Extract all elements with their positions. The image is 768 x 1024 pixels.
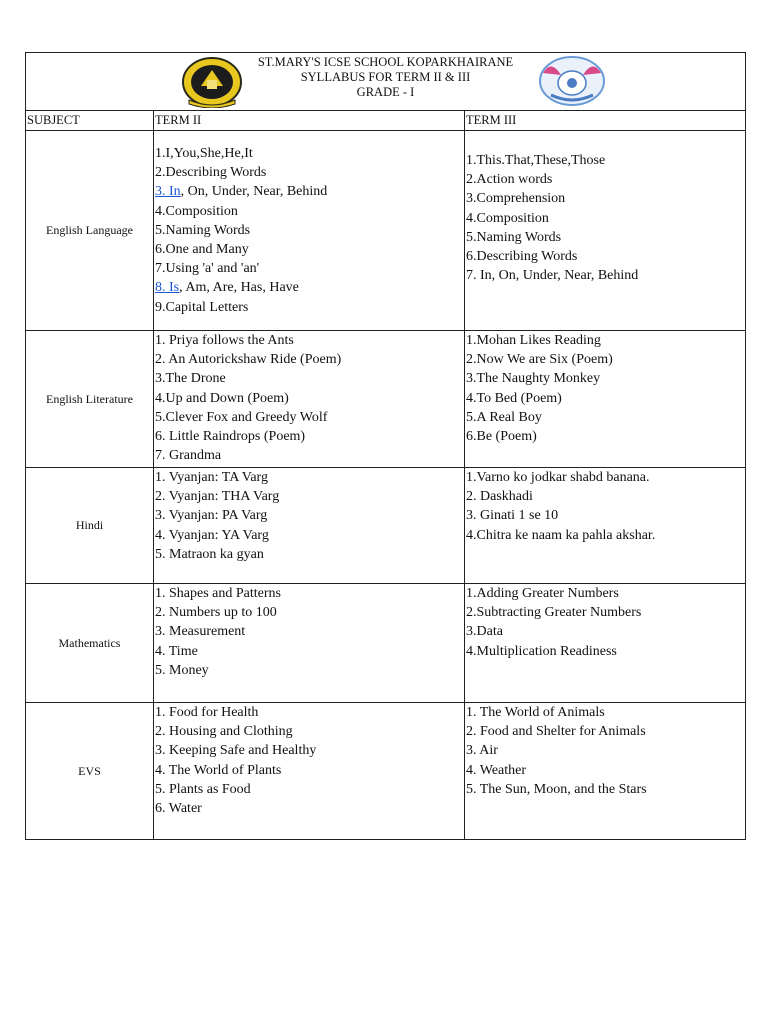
term3-cell <box>465 331 746 468</box>
list-item: 2.Describing Words <box>155 165 267 181</box>
list-item: 2. Food and Shelter for Animals <box>466 724 646 740</box>
list-item: 4.Chitra ke naam ka pahla akshar. <box>466 527 656 543</box>
list-item: 9.Capital Letters <box>155 299 249 315</box>
table-row <box>26 131 746 331</box>
school-name: ST.MARY'S ICSE SCHOOL KOPARKHAIRANE <box>257 55 514 69</box>
list-item: 4.Multiplication Readiness <box>466 643 617 659</box>
list-item: 3.The Drone <box>155 371 226 387</box>
list-item: 1.Mohan Likes Reading <box>466 333 601 348</box>
list-item: 5.A Real Boy <box>466 409 542 425</box>
list-item: 4.Up and Down (Poem) <box>155 390 289 406</box>
list-item: 8. Is, Am, Are, Has, Have <box>155 280 299 296</box>
table-row <box>26 584 746 703</box>
list-item: 6. Water <box>155 801 202 817</box>
list-item: 1. Shapes and Patterns <box>155 586 281 601</box>
column-header-subject: SUBJECT <box>26 111 154 131</box>
list-item: 1. Food for Health <box>155 705 259 720</box>
list-item: 6. Little Raindrops (Poem) <box>155 429 306 445</box>
syllabus-link-is[interactable]: 8. Is <box>155 280 180 296</box>
list-item: 1.I,You,She,He,It <box>155 146 253 161</box>
list-item: 1. Priya follows the Ants <box>155 333 294 348</box>
list-item: 1.Varno ko jodkar shabd banana. <box>466 470 650 485</box>
column-header-term3: TERM III <box>465 111 746 131</box>
subject-cell: English Literature <box>26 331 154 468</box>
list-item: 4. The World of Plants <box>155 762 282 778</box>
syllabus-title: SYLLABUS FOR TERM II & III <box>300 70 471 84</box>
list-item: 2. Housing and Clothing <box>155 724 293 740</box>
list-item: 1. The World of Animals <box>466 705 605 720</box>
list-item: 6.Be (Poem) <box>466 429 537 445</box>
list-item: 2.Subtracting Greater Numbers <box>466 605 642 621</box>
list-item: 4.Composition <box>155 203 238 219</box>
document-header <box>26 53 746 111</box>
list-item: 3. In, On, Under, Near, Behind <box>155 184 328 200</box>
subject-cell: Hindi <box>26 468 154 584</box>
list-item: 1.Adding Greater Numbers <box>466 586 619 601</box>
table-row <box>26 468 746 584</box>
list-item: 5. Plants as Food <box>155 781 251 797</box>
list-item: 2. Daskhadi <box>466 489 533 505</box>
list-item: 4. Weather <box>466 762 527 778</box>
term2-cell <box>154 468 465 584</box>
list-item: 3.Comprehension <box>466 191 566 207</box>
list-item: 3. Ginati 1 se 10 <box>466 508 559 524</box>
list-item: 1.This.That,These,Those <box>466 153 606 168</box>
list-item: 5.Naming Words <box>155 222 251 238</box>
term2-cell <box>154 331 465 468</box>
term3-cell <box>465 468 746 584</box>
syllabus-table <box>25 52 746 840</box>
term3-cell <box>465 584 746 703</box>
table-row <box>26 703 746 840</box>
term2-cell <box>154 703 465 840</box>
term3-cell <box>465 131 746 331</box>
list-item: 2. Vyanjan: THA Varg <box>155 489 280 505</box>
list-item: 6.One and Many <box>155 242 249 258</box>
list-item: 3. Air <box>466 743 498 759</box>
term3-cell <box>465 703 746 840</box>
list-item: 5. The Sun, Moon, and the Stars <box>466 781 647 797</box>
list-item: 5. Money <box>155 662 209 678</box>
list-item: 7.Using 'a' and 'an' <box>155 261 260 277</box>
list-item: 7. Grandma <box>155 448 222 464</box>
list-item: 3.The Naughty Monkey <box>466 371 601 387</box>
column-header-term2: TERM II <box>154 111 465 131</box>
list-item: 4.To Bed (Poem) <box>466 390 562 406</box>
list-item: 3. Measurement <box>155 624 246 640</box>
term2-cell <box>154 131 465 331</box>
list-item: 2. Numbers up to 100 <box>155 605 277 621</box>
list-item: 3.Data <box>466 624 503 640</box>
syllabus-link-in[interactable]: 3. In <box>155 184 181 200</box>
school-logo-icon <box>179 56 245 108</box>
list-item: 6.Describing Words <box>466 249 578 265</box>
list-item: 5.Naming Words <box>466 229 562 245</box>
list-item: 4. Vyanjan: YA Varg <box>155 527 269 543</box>
table-row <box>26 331 746 468</box>
school-crest-icon <box>537 55 607 107</box>
list-item: 7. In, On, Under, Near, Behind <box>466 268 639 284</box>
list-item: 5.Clever Fox and Greedy Wolf <box>155 409 328 425</box>
list-item: 2.Now We are Six (Poem) <box>466 352 613 368</box>
syllabus-sheet <box>25 52 745 840</box>
list-item: 1. Vyanjan: TA Varg <box>155 470 268 485</box>
list-item: 4.Composition <box>466 210 549 226</box>
subject-cell: English Language <box>26 131 154 331</box>
subject-cell: Mathematics <box>26 584 154 703</box>
list-item: 2. An Autorickshaw Ride (Poem) <box>155 352 342 368</box>
term2-cell <box>154 584 465 703</box>
list-item: 5. Matraon ka gyan <box>155 546 264 562</box>
subject-cell: EVS <box>26 703 154 840</box>
grade-label: GRADE - I <box>356 85 415 99</box>
list-item: 3. Vyanjan: PA Varg <box>155 508 268 524</box>
list-item: 2.Action words <box>466 172 553 188</box>
list-item: 3. Keeping Safe and Healthy <box>155 743 317 759</box>
list-item: 4. Time <box>155 643 198 659</box>
